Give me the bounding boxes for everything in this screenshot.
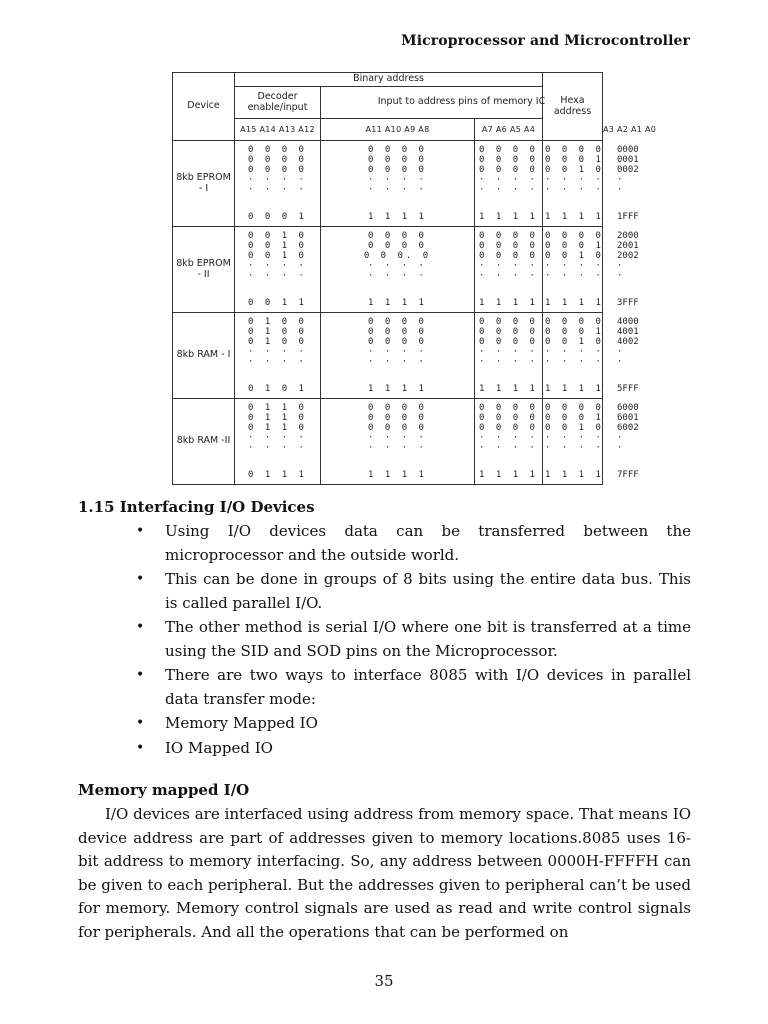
subsection-title: Memory mapped I/O (78, 781, 250, 799)
bit-value: · · · · (368, 261, 427, 271)
list-item-text: Using I/O devices data can be transferred between the microprocessor and the outside world. (165, 522, 691, 564)
hex-value: 5FFF (617, 384, 639, 394)
bit-value: 0 0 0 0 (368, 317, 427, 327)
bit-value: 0 0 0 0 (479, 423, 538, 433)
bit-cell (475, 227, 543, 313)
bit-value: 0 0 0 0 (368, 403, 427, 413)
bit-value: · · · · (479, 347, 538, 357)
list-item-text: The other method is serial I/O where one bit is transferred at a time using the SID and SOD pins on the Microprocessor. (165, 618, 691, 660)
bit-value: 0 1 0 1 (248, 384, 307, 394)
bit-value: · · · · (479, 357, 538, 367)
bit-value: · · · · (248, 175, 307, 185)
body-paragraph: I/O devices are interfaced using address from memory space. That means IO device address are part of addresses given to memory locations.8085 uses 16-bit address to memory interfacing. So, any address between 0000H-FFFFH can be given to each peripheral. But the addresses given to peripheral can’t be used for memory. Memory control signals are used as read and write control signals for peripherals. And all the operations that can be performed on (78, 805, 691, 941)
bit-value: · · · · (368, 175, 427, 185)
bit-value: 0 0 1 0 (545, 251, 604, 261)
bullet-icon: • (136, 739, 145, 756)
bit-value: 0 0 0 0 (368, 327, 427, 337)
bit-value: 0 0 0 0 (368, 165, 427, 175)
list-item (131, 737, 691, 761)
bullet-icon: • (136, 571, 145, 587)
table-row (173, 313, 603, 399)
bit-value: 0 0 1 0 (545, 337, 604, 347)
bit-value: 0 0 0 1 (545, 155, 604, 165)
bit-group-3-header: A7 A6 A5 A4 (475, 119, 543, 141)
bit-value: 0 0 0 0 (368, 337, 427, 347)
bit-value: 0 0 1 1 (248, 298, 307, 308)
bit-cell (235, 313, 321, 399)
list-item-text: IO Mapped IO (165, 738, 273, 757)
bit-value: 1 1 1 1 (368, 298, 427, 308)
bullet-icon: • (136, 523, 145, 539)
hex-value: 2002 (617, 251, 639, 261)
bit-value: 0 0 0 0 (545, 403, 604, 413)
hex-value: 0000 (617, 145, 639, 155)
bit-value: 0 1 1 0 (248, 423, 307, 433)
hex-value: · (617, 443, 623, 453)
bit-value: 0 0 0 0 (479, 231, 538, 241)
hex-value: 6002 (617, 423, 639, 433)
bit-value: · · · · (545, 185, 604, 195)
bit-value: · · · · (545, 261, 604, 271)
bit-value: · · · · (368, 347, 427, 357)
list-item (131, 568, 691, 615)
bit-value: 1 1 1 1 (479, 212, 538, 222)
bit-value: 1 1 1 1 (479, 470, 538, 480)
input-pins-header: Input to address pins of memory IC (321, 87, 603, 119)
bit-value: · · · · (368, 433, 427, 443)
bit-value: 0 1 0 0 (248, 327, 307, 337)
bit-value: 0 0 0 0 (479, 413, 538, 423)
bit-cell (475, 141, 543, 227)
bit-value: 0 0 1 0 (248, 251, 307, 261)
bit-value: 0 0 0 0 (368, 231, 427, 241)
bit-value: 1 1 1 1 (545, 470, 604, 480)
bit-value: 0 1 0 0 (248, 317, 307, 327)
bit-value: · · · · (479, 185, 538, 195)
bit-value: · · · · (479, 271, 538, 281)
bit-value: · · · · (248, 357, 307, 367)
bit-value: · · · · (368, 271, 427, 281)
bit-value: · · · · (545, 357, 604, 367)
hex-value: · (617, 271, 623, 281)
bit-value: 0 1 0 0 (248, 337, 307, 347)
bit-value: 0 0 0 0 (545, 145, 604, 155)
bit-value: 0 0 0 0 (545, 317, 604, 327)
bit-value: 0 1 1 0 (248, 413, 307, 423)
bit-value: 0 0 0 0 (368, 241, 427, 251)
bullet-icon: • (136, 667, 145, 683)
bit-value: 0 0 0 0 (479, 145, 538, 155)
bit-cell (321, 227, 475, 313)
bit-value: 0 0 1 0 (545, 165, 604, 175)
bit-value: 1 1 1 1 (545, 384, 604, 394)
address-map-table: Device Binary address Hexa address Decoder enable/input Input to address pins of memory IC A15 A14 A13 A12 A11 A10 A9 A8 A7 A6 A5 A4 A3 A2 A1 A0 8kb EPROM - I 0 0 0 0 0 0 0 0 0 0 0 0 · · · · · · · · 0 0 0 1 0 0 0 0 0 0 0 0 0 0 0 0 · · · · · · · · 1 1 1 1 0 0 0 0 0 0 0 0 0 0 0 0 · · · · · · · · 1 1 1 1 0 0 0 0 0 0 0 1 0 0 1 0 · · · · · · · · 1 1 1 1 0000 0001 0002 · · 1FFF 8kb EPROM - II 0 0 1 0 0 0 1 0 0 0 1 0 · · · · · · · · 0 0 1 1 0 0 0 0 0 0 0 0 0 0 0. 0 · · · · · · · · 1 1 1 1 0 0 0 0 0 0 0 0 0 0 0 0 · · · · · · · · 1 1 1 1 0 0 0 0 0 0 0 1 0 0 1 0 · · · · · · · · 1 1 1 1 2000 2001 2002 · · 3FFF 8kb RAM - I 0 1 0 0 0 1 0 0 0 1 0 0 · · · · · · · · 0 1 0 1 0 0 0 0 0 0 0 0 0 0 0 0 · · · · · · · · 1 1 1 1 0 0 0 0 0 0 0 0 0 0 0 0 · · · · · · · · 1 1 1 1 0 0 0 0 0 0 0 1 0 0 1 0 · · · · · · · · 1 1 1 1 4000 4001 4002 · · 5FFF 8kb RAM -II 0 1 1 0 0 1 1 0 0 1 1 0 · · · · · · · · 0 1 1 1 0 0 0 0 0 0 0 0 0 0 0 0 · · · · · · · · 1 1 1 1 0 0 0 0 0 0 0 0 0 0 0 0 · · · · · · · · 1 1 1 1 0 0 0 0 0 0 0 1 0 0 1 0 · · · · · · · · 1 1 1 1 6000 6001 6002 · · 7FFF (172, 72, 603, 485)
bullet-list (131, 520, 691, 761)
list-item (131, 664, 691, 711)
hex-value: 6000 (617, 403, 639, 413)
hex-value: · (617, 261, 623, 271)
bit-value: 0 1 1 0 (248, 403, 307, 413)
bit-value: · · · · (479, 261, 538, 271)
bit-value: 0 0 0 1 (545, 413, 604, 423)
bit-value: 0 0 0 0 (248, 145, 307, 155)
bit-cell (543, 313, 603, 399)
bit-value: 0 0 0 0 (368, 145, 427, 155)
decoder-header: Decoder enable/input (235, 87, 321, 119)
running-header: Microprocessor and Microcontroller (401, 33, 690, 49)
bit-value: 0 1 1 1 (248, 470, 307, 480)
bit-value: 0 0 0 0 (479, 251, 538, 261)
hex-value: · (617, 185, 623, 195)
hex-value: 1FFF (617, 212, 639, 222)
bit-value: 0 0 0 0 (368, 155, 427, 165)
bit-cell (543, 141, 603, 227)
bit-value: 0 0 0. 0 (363, 251, 432, 261)
bit-cell (321, 141, 475, 227)
hex-value: 2001 (617, 241, 639, 251)
list-item (131, 520, 691, 567)
device-cell: 8kb EPROM - I (173, 141, 235, 227)
bit-value: 0 0 0 0 (479, 165, 538, 175)
bit-value: 1 1 1 1 (368, 384, 427, 394)
bit-value: 1 1 1 1 (479, 298, 538, 308)
list-item (131, 616, 691, 663)
section-title: 1.15 Interfacing I/O Devices (78, 498, 315, 516)
device-cell: 8kb RAM -II (173, 399, 235, 485)
bit-cell (475, 313, 543, 399)
bit-value: 0 0 0 0 (479, 155, 538, 165)
bit-value: 0 0 0 0 (368, 423, 427, 433)
bit-value: 0 0 1 0 (545, 423, 604, 433)
hex-value: 4002 (617, 337, 639, 347)
hex-value: 4001 (617, 327, 639, 337)
hex-value: · (617, 175, 623, 185)
table-row (173, 227, 603, 313)
list-item-text: This can be done in groups of 8 bits using the entire data bus. This is called parallel I/O. (165, 570, 691, 612)
bit-group-1-header: A15 A14 A13 A12 (235, 119, 321, 141)
bullet-icon: • (136, 715, 145, 731)
bit-value: · · · · (479, 175, 538, 185)
hexa-address-header: Hexa address (543, 73, 603, 141)
bit-value: 0 0 0 0 (479, 403, 538, 413)
hex-value: 0001 (617, 155, 639, 165)
hex-value: 3FFF (617, 298, 639, 308)
bit-value: · · · · (479, 433, 538, 443)
bit-cell (321, 399, 475, 485)
bit-value: · · · · (545, 175, 604, 185)
bit-cell (475, 399, 543, 485)
bit-cell (235, 399, 321, 485)
bit-value: 0 0 0 0 (545, 231, 604, 241)
bit-value: · · · · (248, 261, 307, 271)
hex-value: · (617, 357, 623, 367)
hex-value: 2000 (617, 231, 639, 241)
device-cell: 8kb EPROM - II (173, 227, 235, 313)
list-item-text: Memory Mapped IO (165, 714, 318, 732)
bit-value: · · · · (545, 347, 604, 357)
bit-value: · · · · (368, 357, 427, 367)
bit-value: 0 0 0 0 (479, 317, 538, 327)
bit-cell (235, 141, 321, 227)
bit-value: 0 0 1 0 (248, 231, 307, 241)
device-cell: 8kb RAM - I (173, 313, 235, 399)
bit-cell (543, 227, 603, 313)
bit-value: · · · · (248, 443, 307, 453)
hex-value: · (617, 433, 623, 443)
device-header: Device (173, 73, 235, 141)
list-item (131, 712, 691, 736)
bit-cell (235, 227, 321, 313)
bit-value: 1 1 1 1 (545, 298, 604, 308)
bit-cell (321, 313, 475, 399)
bit-value: 0 0 0 0 (479, 327, 538, 337)
hex-value: 4000 (617, 317, 639, 327)
page-number: 35 (374, 972, 394, 990)
hex-value: 6001 (617, 413, 639, 423)
bit-value: 1 1 1 1 (368, 212, 427, 222)
bit-value: 0 0 0 0 (248, 155, 307, 165)
bit-value: 0 0 0 1 (248, 212, 307, 222)
address-map-figure (172, 72, 657, 480)
bit-value: 1 1 1 1 (368, 470, 427, 480)
bit-value: · · · · (368, 443, 427, 453)
table-row (173, 399, 603, 485)
bit-value: · · · · (248, 347, 307, 357)
bit-group-2-header: A11 A10 A9 A8 (321, 119, 475, 141)
bit-value: · · · · (545, 271, 604, 281)
bit-value: · · · · (248, 185, 307, 195)
bit-value: · · · · (248, 271, 307, 281)
table-row (173, 141, 603, 227)
bit-value: · · · · (545, 433, 604, 443)
bit-value: 0 0 0 0 (479, 337, 538, 347)
bit-value: 1 1 1 1 (545, 212, 604, 222)
bit-value: 0 0 0 0 (479, 241, 538, 251)
list-item-text: There are two ways to interface 8085 with I/O devices in parallel data transfer mode: (165, 666, 691, 708)
bit-value: · · · · (368, 185, 427, 195)
bit-value: 0 0 0 0 (248, 165, 307, 175)
bit-value: 0 0 0 1 (545, 241, 604, 251)
bit-cell (543, 399, 603, 485)
bullet-icon: • (136, 619, 145, 635)
binary-address-header: Binary address (235, 73, 543, 87)
bit-value: 0 0 0 1 (545, 327, 604, 337)
hex-value: 7FFF (617, 470, 639, 480)
bit-value: 1 1 1 1 (479, 384, 538, 394)
hex-value: · (617, 347, 623, 357)
bit-value: 0 0 1 0 (248, 241, 307, 251)
hex-value: 0002 (617, 165, 639, 175)
bit-value: · · · · (479, 443, 538, 453)
bit-value: · · · · (545, 443, 604, 453)
bit-value: 0 0 0 0 (368, 413, 427, 423)
bit-value: · · · · (248, 433, 307, 443)
